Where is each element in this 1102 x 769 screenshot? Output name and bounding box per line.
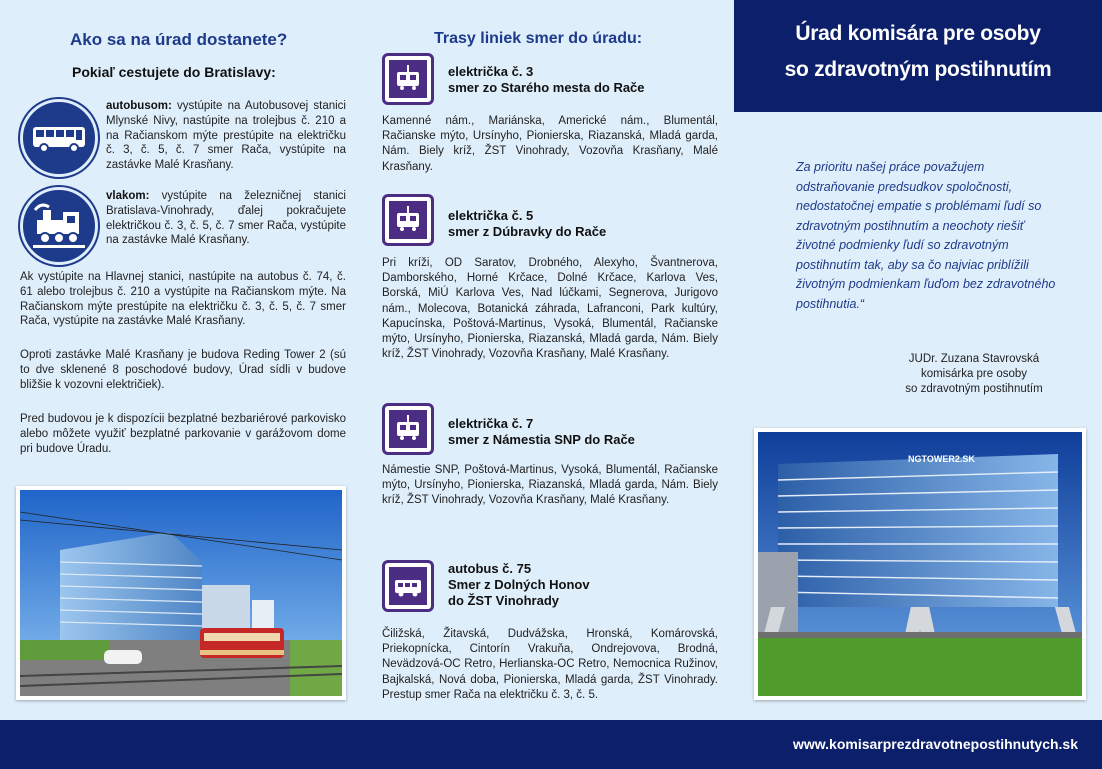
train-label: vlakom: — [106, 190, 150, 202]
tram-icon — [389, 410, 427, 448]
bus-text: vystúpite na Autobusovej stanici Mlynské Nivy, nastúpite na trolejbus č. 210 a na Račianskom mýte prestúpite na električku č. 3, č. 5, č. 7 smer Rača, vystúpite na zastávke Malé Krasňany. — [106, 100, 346, 172]
building-photo — [754, 428, 1086, 700]
footer-bar — [0, 720, 1102, 769]
bus-sign-icon — [20, 99, 98, 177]
tram-7-stops: Námestie SNP, Poštová-Martinus, Vysoká, Blumentál, Račianske mýto, Ursínyho, Pionierska, Riazanská, Mladá garda, Nám. Biely kríž, ŽST Vinohrady, Vozovňa Krasňany, Malé Krasňany. — [382, 464, 718, 507]
signature-role: komisárka pre osoby — [920, 368, 1028, 380]
bus-75-sign — [382, 560, 434, 612]
route-line: električka č. 5 — [448, 208, 534, 223]
bus-75-title — [448, 561, 590, 609]
office-title-line2: so zdravotným postihnutím — [784, 58, 1052, 81]
website-link[interactable]: www.komisarprezdravotnepostihnutych.sk — [793, 736, 1078, 752]
tram-5-stops: Pri kríži, OD Saratov, Drobného, Alexyho, Švantnerova, Damborského, Horné Krčace, Dolné Krčace, Karlova Ves, Borská, MiÚ Karlova Ves, Nad lúčkami, Segnerova, Jurigovo nám., Molecova, Botanická záhrada, Lafranconi, Park kultúry, Kapucínska, Poštová-Martinus, Vysoká, Blumentál, Račianske mýto, Ursínyho, Pionierska, Riazanská, Mladá garda, Nám. Biely kríž, ŽST Vinohrady, Vozovňa Krasňany, Malé Krasňany. — [382, 257, 718, 361]
building-sign-text: NGTOWER2.SK — [908, 454, 975, 464]
tram-5-sign — [382, 194, 434, 246]
main-station-directions: Ak vystúpite na Hlavnej stanici, nastúpite na autobus č. 74, č. 61 alebo trolejbus č. 210 a vystúpite na Račianskom mýte. Na Račianskom mýte prestúpite na električku č. 3, č. 5, č. 7 smer Rača, vystúpite na zastávke Malé Krasňany. — [20, 271, 346, 328]
building-description: Oproti zastávke Malé Krasňany je budova Reding Tower 2 (sú to dve sklenené 8 poschodové budovy, Úrad sídli v budove bližšie k vozovni električiek). — [20, 349, 346, 391]
directions-heading: Ako sa na úrad dostanete? — [70, 30, 288, 49]
bus-directions — [106, 99, 346, 173]
tram-7-sign — [382, 403, 434, 455]
bus-icon — [389, 567, 427, 605]
tram-3-sign — [382, 53, 434, 105]
signature-name: JUDr. Zuzana Stavrovská — [908, 353, 1040, 365]
tram-building-photo — [16, 486, 346, 700]
tram-7-title — [448, 416, 635, 448]
parking-info: Pred budovou je k dispozícii bezplatné bezbariérové parkovisko alebo môžete využiť bezplatné parkovanie v garážovom dome pri budove Úradu. — [20, 413, 346, 455]
bus-75-stops: Čiližská, Žitavská, Dudvážska, Hronská, Komárovská, Priekopnícka, Cintorín Vrakuňa, Ondrejovova, Brodná, Nevädzová-OC Retro, Herlianska-OC Retro, Nemocnica Ružinov, Bajkalská, Nová doba, Pionierska, Mladá garda, ŽST Vinohrady. Prestup smer Rača na električku č. 3, č. 5. — [382, 628, 718, 701]
bus-label: autobusom: — [106, 100, 172, 112]
route-direction: smer z Námestia SNP do Rače — [448, 432, 635, 447]
route-direction-2: do ŽST Vinohrady — [448, 593, 559, 608]
route-line: električka č. 7 — [448, 416, 534, 431]
signature — [874, 352, 1074, 397]
office-title-line1: Úrad komisára pre osoby — [795, 22, 1041, 45]
route-direction: Smer z Dolných Honov — [448, 577, 590, 592]
commissioner-quote: Za prioritu našej práce považujem odstraňovanie predsudkov spoločnosti, nedostatočnej empatie s problémami ľudí so zdravotným postihnutím a neochoty riešiť životné podmienky ľudí so zdravotným postihnutím tak, aby sa čo najviac priblížili životným podmienkam ľuďom bez zdravotného postihnutia.“ — [796, 160, 1056, 311]
signature-role-2: so zdravotným postihnutím — [905, 383, 1043, 395]
tram-icon — [389, 60, 427, 98]
train-text: vystúpite na železničnej stanici Bratislava-Vinohrady, ďalej pokračujete električkou č. 3, č. 5, č. 7 smer Rača, vystúpite na zastávke Malé Krasňany. — [106, 190, 346, 247]
tram-icon — [389, 201, 427, 239]
route-direction: smer zo Starého mesta do Rače — [448, 80, 645, 95]
route-line: autobus č. 75 — [448, 561, 532, 576]
route-line: električka č. 3 — [448, 64, 534, 79]
tram-3-stops: Kamenné nám., Mariánska, Americké nám., Blumentál, Račianske mýto, Ursínyho, Pionierska, Riazanská, Mladá garda, Nám. Biely kríž, ŽST Vinohrady, Vozovňa Krasňany, Malé Krasňany. — [382, 115, 718, 173]
train-sign-icon — [20, 187, 98, 265]
directions-subheading: Pokiaľ cestujete do Bratislavy: — [72, 64, 276, 80]
train-directions — [106, 189, 346, 248]
tram-3-title — [448, 64, 645, 96]
routes-heading: Trasy liniek smer do úradu: — [434, 30, 643, 47]
route-direction: smer z Dúbravky do Rače — [448, 224, 607, 239]
tram-5-title — [448, 208, 606, 240]
office-title-box — [734, 0, 1102, 112]
